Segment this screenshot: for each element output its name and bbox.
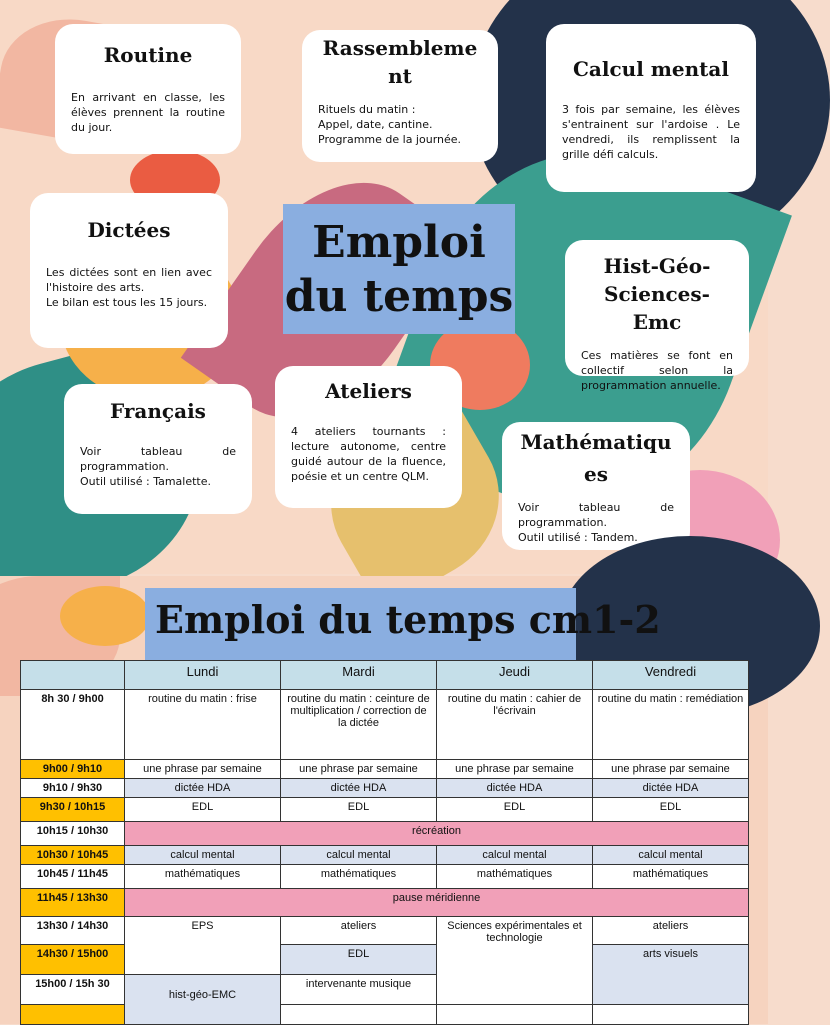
schedule-cell: une phrase par semaine	[281, 760, 437, 779]
schedule-cell: EDL	[281, 945, 437, 975]
schedule-cell: EDL	[281, 798, 437, 822]
time-cell: 9h00 / 9h10	[21, 760, 125, 779]
card-hist-geo	[565, 240, 749, 392]
schedule-cell: une phrase par semaine	[437, 760, 593, 779]
schedule-cell: Sciences expérimentales et technologie	[437, 917, 593, 1005]
schedule-cell: routine du matin : ceinture de multiplication / correction de la dictée	[281, 690, 437, 760]
card-francais-text: Voir tableau de programmation. Outil utilisé : Tamalette.	[80, 445, 236, 488]
schedule-cell: routine du matin : remédiation	[593, 690, 749, 760]
header-corner	[21, 661, 125, 690]
table-row	[21, 822, 749, 846]
time-cell: 10h45 / 11h45	[21, 865, 125, 889]
time-cell: 15h00 / 15h 30	[21, 975, 125, 1005]
schedule-header-row	[21, 661, 749, 690]
header-day: Vendredi	[593, 661, 749, 690]
schedule-cell: mathématiques	[125, 865, 281, 889]
card-francais	[64, 384, 252, 514]
card-mathematiques	[502, 422, 690, 550]
card-histgeo-text: Ces matières se font en collectif selon la programmation annuelle.	[581, 349, 733, 392]
table-row	[21, 889, 749, 917]
schedule-cell: EDL	[593, 798, 749, 822]
schedule-table	[20, 660, 749, 1025]
schedule-cell: ateliers	[281, 917, 437, 945]
card-ateliers-title: Ateliers	[325, 379, 412, 403]
schedule-cell: routine du matin : frise	[125, 690, 281, 760]
header-day: Lundi	[125, 661, 281, 690]
time-cell: 11h45 / 13h30	[21, 889, 125, 917]
schedule-cell: intervenante musique	[281, 975, 437, 1005]
time-cell: 9h10 / 9h30	[21, 779, 125, 798]
decor-circle	[60, 586, 150, 646]
time-cell: 10h30 / 10h45	[21, 846, 125, 865]
card-routine	[55, 24, 241, 154]
schedule-cell: une phrase par semaine	[593, 760, 749, 779]
schedule-cell	[281, 1005, 437, 1025]
time-cell: 8h 30 / 9h00	[21, 690, 125, 760]
main-title-line1: Emploi	[312, 217, 486, 268]
time-cell: 14h30 / 15h00	[21, 945, 125, 975]
card-ateliers	[275, 366, 462, 508]
time-cell: 13h30 / 14h30	[21, 917, 125, 945]
card-rassemblement	[302, 30, 498, 162]
card-calcul-text: 3 fois par semaine, les élèves s'entrainent sur l'ardoise . Le vendredi, ils remplissent la grille défi calculs.	[562, 103, 740, 161]
card-dictees-text: Les dictées sont en lien avec l'histoire des arts. Le bilan est tous les 15 jours.	[46, 266, 212, 309]
card-rassemblement-title: Rassemblement	[322, 36, 478, 88]
pause-cell: pause méridienne	[125, 889, 749, 917]
card-dictees	[30, 193, 228, 348]
main-title-box	[283, 204, 515, 334]
table-row	[21, 917, 749, 945]
schedule-cell: calcul mental	[437, 846, 593, 865]
table-row	[21, 779, 749, 798]
schedule-cell: mathématiques	[281, 865, 437, 889]
schedule-cell: calcul mental	[281, 846, 437, 865]
header-day: Jeudi	[437, 661, 593, 690]
schedule-cell: ateliers	[593, 917, 749, 945]
card-maths-title: Mathématiques	[520, 430, 672, 486]
card-routine-text: En arrivant en classe, les élèves prennent la routine du jour.	[71, 91, 225, 134]
schedule-cell: routine du matin : cahier de l'écrivain	[437, 690, 593, 760]
card-routine-title: Routine	[103, 43, 193, 67]
card-maths-text: Voir tableau de programmation. Outil utilisé : Tandem.	[518, 501, 674, 544]
table-row	[21, 760, 749, 779]
schedule-cell: calcul mental	[593, 846, 749, 865]
card-rassemblement-text: Rituels du matin : Appel, date, cantine. Programme de la journée.	[318, 103, 462, 146]
card-calcul-title: Calcul mental	[573, 57, 729, 81]
schedule-cell: calcul mental	[125, 846, 281, 865]
schedule-cell: EDL	[125, 798, 281, 822]
schedule-cell	[593, 1005, 749, 1025]
schedule-cell: dictée HDA	[593, 779, 749, 798]
schedule-cell: dictée HDA	[437, 779, 593, 798]
card-dictees-title: Dictées	[87, 218, 171, 242]
schedule-cell	[437, 1005, 593, 1025]
card-histgeo-title: Hist-Géo-Sciences-Emc	[603, 254, 711, 334]
schedule-cell: hist-géo-EMC	[125, 975, 281, 1025]
time-cell: 9h30 / 10h15	[21, 798, 125, 822]
schedule-cell: arts visuels	[593, 945, 749, 1005]
time-cell: 10h15 / 10h30	[21, 822, 125, 846]
table-row	[21, 846, 749, 865]
time-cell	[21, 1005, 125, 1025]
card-francais-title: Français	[110, 399, 206, 423]
schedule-cell: EPS	[125, 917, 281, 975]
schedule-cell: EDL	[437, 798, 593, 822]
table-row	[21, 798, 749, 822]
table-row	[21, 865, 749, 889]
card-calcul-mental	[546, 24, 756, 192]
schedule-title-box	[145, 588, 661, 660]
main-title-line2: du temps	[284, 271, 514, 322]
schedule-cell: une phrase par semaine	[125, 760, 281, 779]
schedule-cell: mathématiques	[593, 865, 749, 889]
recreation-cell: récréation	[125, 822, 749, 846]
schedule-cell: mathématiques	[437, 865, 593, 889]
header-day: Mardi	[281, 661, 437, 690]
table-row	[21, 690, 749, 760]
schedule-title: Emploi du temps cm1-2	[155, 597, 661, 642]
schedule-cell: dictée HDA	[125, 779, 281, 798]
card-ateliers-text: 4 ateliers tournants : lecture autonome, centre guidé autour de la fluence, poésie et un centre QLM.	[291, 425, 446, 483]
schedule-cell: dictée HDA	[281, 779, 437, 798]
